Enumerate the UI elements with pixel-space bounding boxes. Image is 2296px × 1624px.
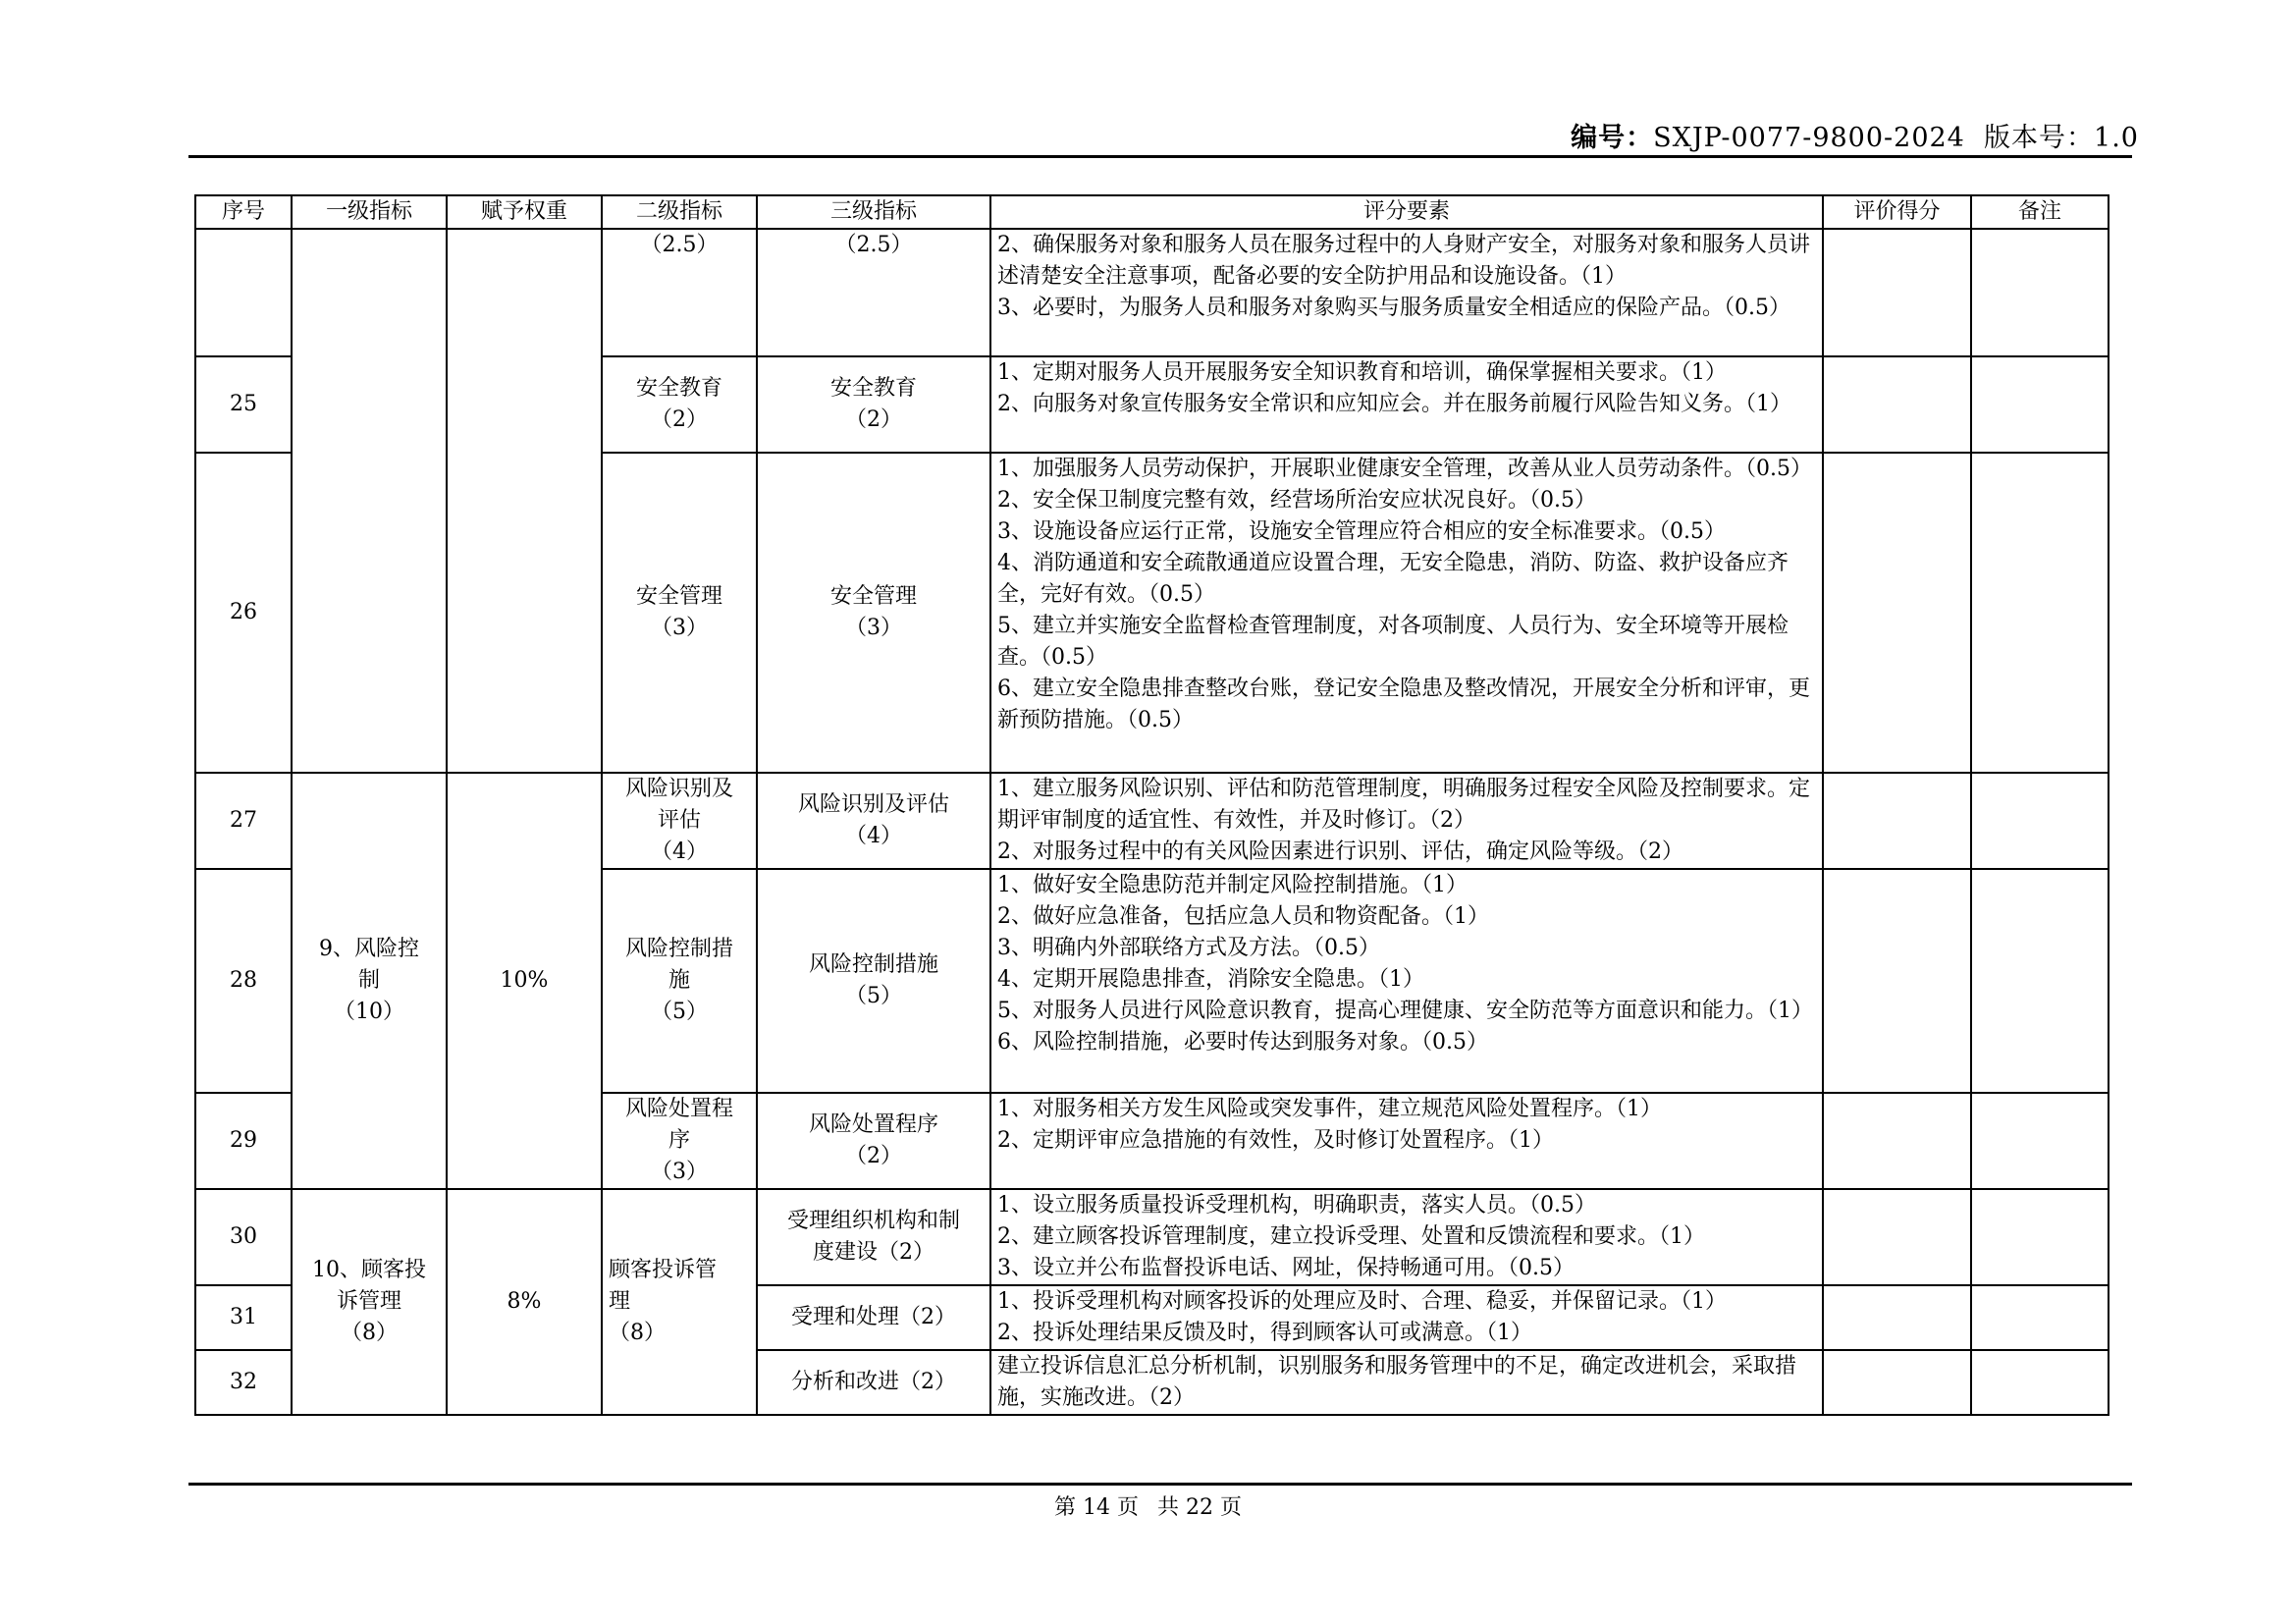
- table-row: [195, 229, 2109, 356]
- requirements-cell: [990, 869, 1823, 1093]
- header-level3: 三级指标: [757, 195, 990, 229]
- requirements-cell: [990, 1350, 1823, 1415]
- requirements-cell: [990, 1093, 1823, 1189]
- requirement-item: 2、做好应急准备，包括应急人员和物资配备。（1）: [997, 904, 1489, 929]
- remark-cell: [1971, 356, 2109, 453]
- page-number: 第 14 页: [1054, 1495, 1139, 1520]
- level2-cell: 风险控制措 施 （5）: [602, 869, 757, 1093]
- requirements-cell: [990, 356, 1823, 453]
- header-level2: 二级指标: [602, 195, 757, 229]
- version-value: 1.0: [2094, 123, 2139, 153]
- level3-cell: 风险识别及评估 （4）: [757, 773, 990, 869]
- row-no-cell: 28: [195, 869, 292, 1093]
- requirement-item: 4、消防通道和安全疏散通道应设置合理，无安全隐患，消防、防盗、救护设备应齐全，完好有效。（0.5）: [997, 551, 1789, 607]
- header-rule: [188, 155, 2132, 158]
- page-total: 共 22 页: [1157, 1495, 1242, 1520]
- requirement-item: 2、投诉处理结果反馈及时，得到顾客认可或满意。（1）: [997, 1321, 1532, 1345]
- code-label: 编号：: [1571, 123, 1654, 153]
- remark-cell: [1971, 453, 2109, 773]
- row-no-cell: 30: [195, 1189, 292, 1285]
- level3-cell: 安全管理 （3）: [757, 453, 990, 773]
- page-footer: [0, 1490, 2296, 1521]
- requirement-item: 2、对服务过程中的有关风险因素进行识别、评估，确定风险等级。（2）: [997, 839, 1683, 864]
- remark-cell: [1971, 1189, 2109, 1285]
- requirement-item: 3、设施设备应运行正常，设施安全管理应符合相应的安全标准要求。（0.5）: [997, 519, 1726, 544]
- requirement-item: 3、必要时，为服务人员和服务对象购买与服务质量安全相适应的保险产品。（0.5）: [997, 296, 1790, 320]
- level3-cell: 受理和处理（2）: [757, 1285, 990, 1350]
- level1-cell: [292, 229, 447, 773]
- requirement-item: 2、定期评审应急措施的有效性，及时修订处置程序。（1）: [997, 1128, 1554, 1153]
- requirements-cell: [990, 1285, 1823, 1350]
- level3-cell: 风险控制措施 （5）: [757, 869, 990, 1093]
- remark-cell: [1971, 1350, 2109, 1415]
- requirements-cell: [990, 229, 1823, 356]
- level2-cell: 风险识别及 评估 （4）: [602, 773, 757, 869]
- remark-cell: [1971, 869, 2109, 1093]
- level1-cell: 9、风险控 制 （10）: [292, 773, 447, 1189]
- requirements-cell: [990, 1189, 1823, 1285]
- remark-cell: [1971, 229, 2109, 356]
- row-no-cell: [195, 229, 292, 356]
- version-label: 版本号：: [1984, 123, 2095, 153]
- score-cell: [1823, 453, 1971, 773]
- requirement-item: 6、建立安全隐患排查整改台账，登记安全隐患及整改情况，开展安全分析和评审，更新预防措施。（0.5）: [997, 677, 1810, 732]
- score-cell: [1823, 1093, 1971, 1189]
- requirement-item: 1、定期对服务人员开展服务安全知识教育和培训，确保掌握相关要求。（1）: [997, 360, 1727, 385]
- row-no-cell: 26: [195, 453, 292, 773]
- row-no-cell: 29: [195, 1093, 292, 1189]
- level2-cell: （2.5）: [602, 229, 757, 356]
- header-remark: 备注: [1971, 195, 2109, 229]
- requirement-item: 4、定期开展隐患排查，消除安全隐患。（1）: [997, 967, 1424, 992]
- level3-cell: 风险处置程序 （2）: [757, 1093, 990, 1189]
- weight-cell: 8%: [447, 1189, 602, 1415]
- code-value: SXJP-0077-9800-2024: [1653, 123, 1965, 153]
- score-cell: [1823, 1350, 1971, 1415]
- table-row: [195, 773, 2109, 869]
- table-row: [195, 1189, 2109, 1285]
- evaluation-table: [194, 194, 2109, 1416]
- requirement-item: 2、向服务对象宣传服务安全常识和应知应会。并在服务前履行风险告知义务。（1）: [997, 392, 1791, 416]
- level3-cell: 安全教育 （2）: [757, 356, 990, 453]
- requirement-item: 建立投诉信息汇总分析机制，识别服务和服务管理中的不足，确定改进机会，采取措施，实施改进。（2）: [997, 1354, 1797, 1410]
- level2-cell: 风险处置程 序 （3）: [602, 1093, 757, 1189]
- requirement-item: 1、对服务相关方发生风险或突发事件，建立规范风险处置程序。（1）: [997, 1097, 1662, 1121]
- weight-cell: [447, 229, 602, 773]
- requirement-item: 3、明确内外部联络方式及方法。（0.5）: [997, 936, 1380, 960]
- requirements-cell: [990, 773, 1823, 869]
- score-cell: [1823, 356, 1971, 453]
- footer-rule: [188, 1483, 2132, 1486]
- requirement-item: 1、投诉受理机构对顾客投诉的处理应及时、合理、稳妥，并保留记录。（1）: [997, 1289, 1727, 1314]
- level2-cell: 顾客投诉管 理 （8）: [602, 1189, 757, 1415]
- requirement-item: 6、风险控制措施，必要时传达到服务对象。（0.5）: [997, 1030, 1488, 1055]
- requirement-item: 5、建立并实施安全监督检查管理制度，对各项制度、人员行为、安全环境等开展检查。（0.5）: [997, 614, 1789, 670]
- level1-cell: 10、顾客投 诉管理 （8）: [292, 1189, 447, 1415]
- requirements-cell: [990, 453, 1823, 773]
- requirement-item: 2、建立顾客投诉管理制度，建立投诉受理、处置和反馈流程和要求。（1）: [997, 1224, 1705, 1249]
- level2-cell: 安全管理 （3）: [602, 453, 757, 773]
- weight-cell: 10%: [447, 773, 602, 1189]
- requirement-item: 1、建立服务风险识别、评估和防范管理制度，明确服务过程安全风险及控制要求。定期评审制度的适宜性、有效性，并及时修订。（2）: [997, 777, 1810, 833]
- level2-cell: 安全教育 （2）: [602, 356, 757, 453]
- level3-cell: （2.5）: [757, 229, 990, 356]
- requirement-item: 2、安全保卫制度完整有效，经营场所治安应状况良好。（0.5）: [997, 488, 1596, 513]
- score-cell: [1823, 869, 1971, 1093]
- header-weight: 赋予权重: [447, 195, 602, 229]
- header-no: 序号: [195, 195, 292, 229]
- document-header: [1571, 116, 2139, 154]
- row-no-cell: 32: [195, 1350, 292, 1415]
- row-no-cell: 25: [195, 356, 292, 453]
- level3-cell: 分析和改进（2）: [757, 1350, 990, 1415]
- requirement-item: 5、对服务人员进行风险意识教育，提高心理健康、安全防范等方面意识和能力。（1）: [997, 999, 1813, 1023]
- score-cell: [1823, 1285, 1971, 1350]
- row-no-cell: 27: [195, 773, 292, 869]
- requirement-item: 1、做好安全隐患防范并制定风险控制措施。（1）: [997, 873, 1468, 897]
- remark-cell: [1971, 1093, 2109, 1189]
- score-cell: [1823, 229, 1971, 356]
- requirement-item: 1、加强服务人员劳动保护，开展职业健康安全管理，改善从业人员劳动条件。（0.5）: [997, 457, 1812, 481]
- table-header-row: [195, 195, 2109, 229]
- requirement-item: 1、设立服务质量投诉受理机构，明确职责，落实人员。（0.5）: [997, 1193, 1596, 1218]
- header-level1: 一级指标: [292, 195, 447, 229]
- remark-cell: [1971, 773, 2109, 869]
- row-no-cell: 31: [195, 1285, 292, 1350]
- score-cell: [1823, 1189, 1971, 1285]
- remark-cell: [1971, 1285, 2109, 1350]
- level3-cell: 受理组织机构和制 度建设（2）: [757, 1189, 990, 1285]
- header-score: 评价得分: [1823, 195, 1971, 229]
- score-cell: [1823, 773, 1971, 869]
- requirement-item: 2、确保服务对象和服务人员在服务过程中的人身财产安全，对服务对象和服务人员讲述清楚安全注意事项，配备必要的安全防护用品和设施设备。（1）: [997, 233, 1810, 289]
- requirement-item: 3、设立并公布监督投诉电话、网址，保持畅通可用。（0.5）: [997, 1256, 1575, 1280]
- header-requirements: 评分要素: [990, 195, 1823, 229]
